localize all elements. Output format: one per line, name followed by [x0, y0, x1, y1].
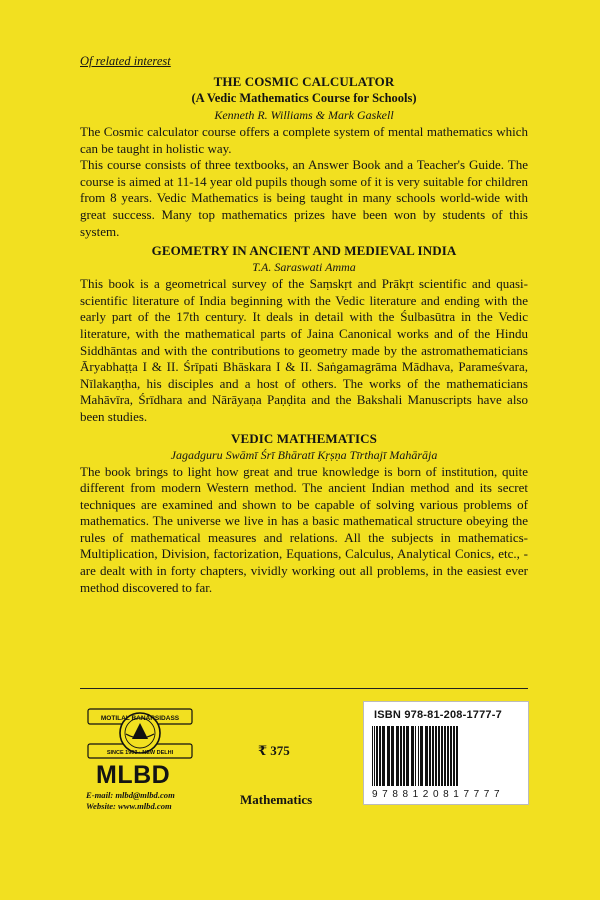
- book-description: This book is a geometrical survey of the Saṃskṛt and Prākṛt scientific and quasi-scientific literature of India beginning with the Vedic literature and ending with the early part of the 17th century. It deals in detail with the Śulbasūtra in the Vedic literature, with the mathematical parts of Jaina Canonical works and of the Hindu Siddhāntas and with the contributions to geometry made by the astromathematicians Āryabhaṭṭa I & II. Śrīpati Bhāskara I & II. Saṅgamagrāma Mādhava, Parameśvara, Nīlakaṇṭha, his disciples and a host of others. The works of the mathematicians Mahāvīra, Śrīdhara and Nārāyaṇa Paṇḍita and the Bakshali Manuscripts have also been studies.: [80, 276, 528, 424]
- book-title: VEDIC MATHEMATICS: [230, 430, 378, 446]
- book-title: GEOMETRY IN ANCIENT AND MEDIEVAL INDIA: [151, 243, 457, 259]
- barcode-icon: [370, 726, 524, 788]
- svg-text:SINCE 1903 · NEW DELHI: SINCE 1903 · NEW DELHI: [106, 750, 174, 756]
- publisher-contact: [86, 790, 175, 812]
- publisher-seal-icon: [86, 706, 194, 760]
- publisher-logo: [86, 706, 194, 760]
- book-subtitle: (A Vedic Mathematics Course for Schools): [191, 91, 417, 105]
- back-cover-text: [80, 54, 528, 596]
- svg-text:MOTILAL BANARSIDASS: MOTILAL BANARSIDASS: [100, 715, 180, 722]
- book-description: This course consists of three textbooks, an Answer Book and a Teacher's Guide. The course is aimed at 11-14 year old pupils though some of it is very suitable for children from 8 years. Vedic Mathematics is being taught in many schools world-wide with great success. Many top mathematics prizes have been won by students of this system.: [80, 157, 528, 239]
- book-description: The Cosmic calculator course offers a complete system of mental mathematics which can be taught in holistic way.: [80, 124, 528, 156]
- book-title: THE COSMIC CALCULATOR: [213, 74, 395, 89]
- divider-rule: [80, 688, 528, 689]
- publisher-brand: MLBD: [96, 761, 171, 789]
- book-entry-cosmic-calculator: [80, 73, 528, 240]
- book-entry-vedic-mathematics: [80, 430, 528, 597]
- book-author: Kenneth R. Williams & Mark Gaskell: [214, 108, 394, 122]
- price-label: ₹ 375: [258, 743, 290, 758]
- isbn-label: ISBN 978-81-208-1777-7: [374, 709, 502, 721]
- book-author: T.A. Saraswati Amma: [252, 260, 356, 275]
- publisher-website[interactable]: Website: www.mlbd.com: [86, 801, 172, 811]
- book-description: The book brings to light how great and true knowledge is born of institution, quite different from modern Western method. The ancient Indian method and its secret techniques are examined and shown to be capable of solving various problems of mathematics. The universe we live in has a basic mathematical structure obeying the rules of mathematical measures and relations. All the subjects in mathematics- Multiplication, Division, factorization, Equations, Calculus, Analytical Conics, etc., -are dealt with in forty chapters, vividly working out all problems, in the easiest ever method discovered to far.: [80, 463, 528, 595]
- book-entry-geometry: [80, 242, 528, 425]
- publisher-email[interactable]: E-mail: mlbd@mlbd.com: [86, 790, 175, 800]
- book-author: Jagadguru Swāmī Śrī Bhāratī Kṛṣṇa Tīrthajī Mahārāja: [170, 447, 438, 462]
- category-label: Mathematics: [240, 792, 313, 807]
- barcode-digits: 9788120817777: [372, 789, 505, 800]
- isbn-barcode: [363, 701, 529, 805]
- related-interest-heading: Of related interest: [80, 54, 171, 68]
